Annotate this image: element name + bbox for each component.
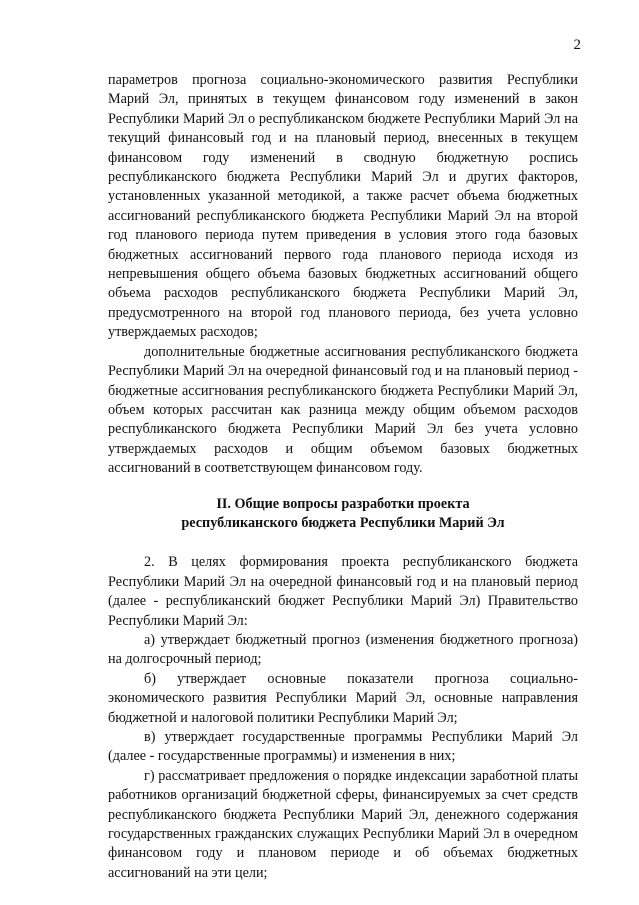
section-heading-line-1: II. Общие вопросы разработки проекта xyxy=(216,495,470,512)
document-body xyxy=(108,71,578,883)
list-item-a: а) утверждает бюджетный прогноз (изменения бюджетного прогноза) на долгосрочный период; xyxy=(108,631,578,668)
paragraph-item-2: 2. В целях формирования проекта республиканского бюджета Республики Марий Эл на очередной финансовый год и на плановый период (далее - республиканский бюджет Республики Марий Эл) Правительство Республики Марий Эл: xyxy=(108,554,578,629)
list-item-g: г) рассматривает предложения о порядке индексации заработной платы работников организаций бюджетной сферы, финансируемых за счет средств республиканского бюджета Республики Марий Эл, денежного содержания государственных гражданских служащих Республики Марий Эл в очередном финансовом году и плановом периоде и об объемах бюджетных ассигнований на эти цели; xyxy=(108,767,578,881)
section-heading xyxy=(108,495,578,534)
page-number: 2 xyxy=(573,37,581,53)
paragraph-additional-allocations: дополнительные бюджетные ассигнования республиканского бюджета Республики Марий Эл на очередной финансовый год и на плановый период - бюджетные ассигнования республиканского бюджета Республики Марий Эл, объем которых рассчитан как разница между общим объемом расходов республиканского бюджета Республики Марий Эл без учета условно утверждаемых расходов и общим объемом базовых бюджетных ассигнований в соответствующем финансовом году. xyxy=(108,343,578,477)
list-item-v: в) утверждает государственные программы Республики Марий Эл (далее - государственные программы) и изменения в них; xyxy=(108,729,578,765)
list-item-b: б) утверждает основные показатели прогноза социально-экономического развития Республики Марий Эл, основные направления бюджетной и налоговой политики Республики Марий Эл; xyxy=(108,670,578,726)
paragraph-continuation: параметров прогноза социально-экономического развития Республики Марий Эл, принятых в текущем финансовом году изменений в закон Республики Марий Эл о республиканском бюджете Республики Марий Эл на текущий финансовый год и на плановый период, внесенных в текущем финансовом году изменений в сводную бюджетную роспись республиканского бюджета Республики Марий Эл и других факторов, установленных указанной методикой, а также расчет объема бюджетных ассигнований республиканского бюджета Республики Марий Эл на второй год планового периода путем приведения в условия этого года базовых бюджетных ассигнований первого года планового периода исходя из непревышения общего объема базовых бюджетных ассигнований общего объема расходов республиканского бюджета Республики Марий Эл, предусмотренного на второй год планового периода, без учета условно утверждаемых расходов; xyxy=(108,72,578,341)
section-heading-line-2: республиканского бюджета Республики Марий Эл xyxy=(181,514,505,531)
